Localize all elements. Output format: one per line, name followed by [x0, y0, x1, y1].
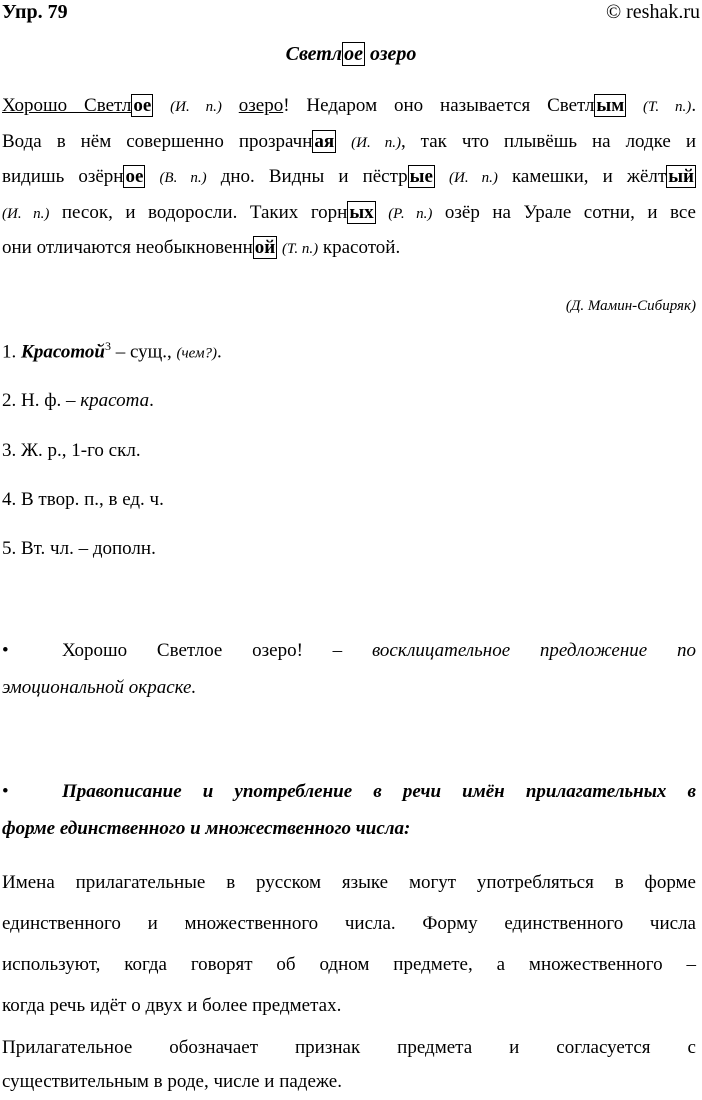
title-part: Светл [285, 43, 343, 65]
bullet-mark: • [2, 781, 9, 802]
ending-box: ым [596, 95, 625, 116]
author-credit: (Д. Мамин-Сибиряк) [565, 298, 696, 314]
bullet-sentence-type: • Хорошо Светлое озеро! – восклицательное предложение по эмоциональной окраске. [2, 632, 696, 706]
text-line: Хорошо Светл ое (И. п.) озеро! Недаром оно называется Светл ым (Т. п.). [2, 95, 697, 116]
analysis-item-4: 4. В твор. п., в ед. ч. [2, 489, 164, 510]
ending-box: ое [344, 43, 363, 65]
analysis-item-3: 3. Ж. р., 1-го скл. [2, 440, 141, 461]
case-label: (Т. п.) [643, 99, 692, 115]
rule-paragraph-2: Прилагательное обозначает признак предмета и согласуется с существительным в роде, числе и падеже. [2, 1037, 696, 1092]
title-part: озеро [364, 43, 417, 65]
main-text [2, 89, 696, 267]
case-label: (И. п.) [351, 134, 401, 151]
analysis-item-5: 5. Вт. чл. – дополн. [2, 538, 156, 559]
analysis-item-2: 2. Н. ф. – красота. [2, 390, 154, 411]
exercise-number: Упр. 79 [2, 1, 68, 23]
text-line: видишь озёрн ое (В. п.) дно. Видны и пёстр ые (И. п.) камешки, и жёлт ый [2, 166, 694, 187]
ending-box: ая [314, 130, 335, 152]
ending-box: ый [668, 166, 694, 187]
case-label: (И. п.) [449, 170, 498, 186]
page-header [2, 1, 700, 25]
ending-box: ое [125, 166, 144, 187]
ending-box: ые [409, 166, 433, 187]
analysis-item-1: 1. Красотой$^3$ – сущ., (чем?). [2, 339, 222, 363]
text-title [0, 43, 702, 66]
case-label: (Т. п.) [281, 241, 319, 257]
text-line: они отличаются необыкновенн ой (Т. п.) красотой. [2, 237, 401, 258]
ending-box: ых [349, 201, 374, 223]
text-line: Вода в нём совершенно прозрачн ая (И. п.), так что плывёшь на лодке и [2, 130, 696, 152]
bullet-mark: • [2, 640, 9, 661]
case-label: (И. п.) [170, 99, 222, 115]
ending-box: ое [133, 95, 152, 116]
ending-box: ой [254, 237, 276, 258]
text-line: (И. п.) песок, и водоросли. Таких горн ых (Р. п.) озёр на Урале сотни, и все [2, 201, 696, 223]
bullet-heading: • Правописание и употребление в речи имён прилагательных в форме единственного и множественного числа: [2, 773, 696, 847]
site-credit: © reshak.ru [605, 1, 700, 23]
case-label: (И. п.) [2, 205, 50, 222]
case-label: (Р. п.) [388, 205, 433, 222]
case-label: (В. п.) [159, 170, 207, 186]
rule-paragraph-1: Имена прилагательные в русском языке могут употребляться в форме единственного и множественного числа. Форму единственного числа используют, когда говорят об одном предмете, а множественного – когда речь идёт о двух и более предметах. [2, 872, 696, 1016]
